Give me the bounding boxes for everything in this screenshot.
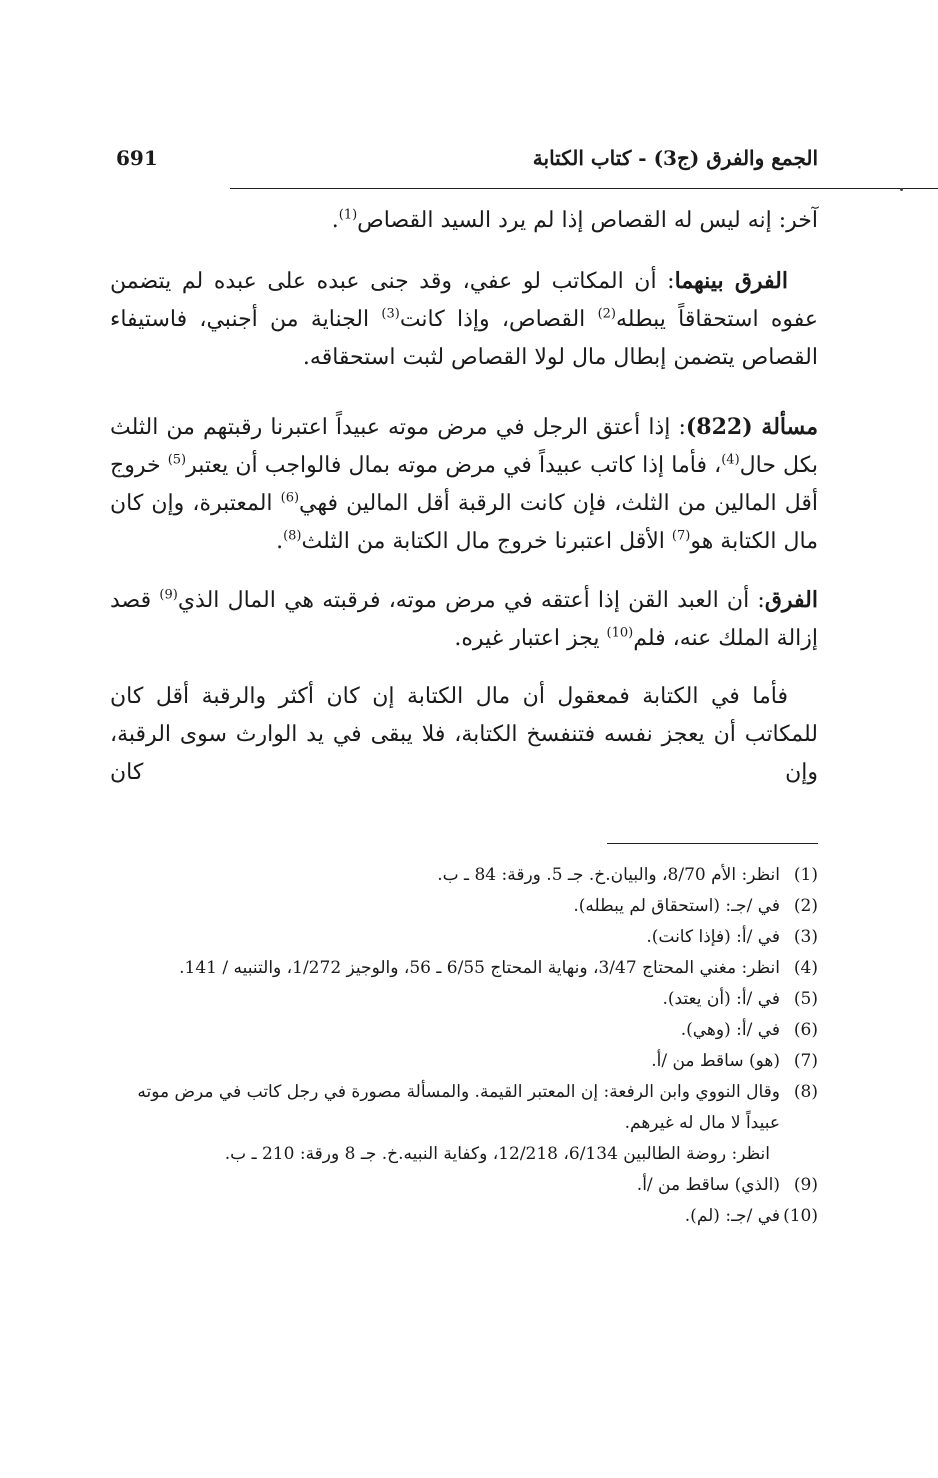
footnote-text: انظر: مغني المحتاج 3/47، ونهاية المحتاج 6/55 ـ 56، والوجيز 1/272، والتنبيه / 141. — [179, 958, 780, 978]
footnote-number: (3) — [793, 927, 818, 947]
footnote-ref[interactable]: (6) — [280, 490, 300, 506]
footnote-ref[interactable]: (1) — [338, 207, 358, 223]
footnote-item — [110, 1170, 818, 1201]
main-text — [110, 202, 818, 813]
footnote-ref[interactable]: (3) — [381, 306, 400, 322]
footnote-number: (6) — [793, 1020, 818, 1040]
footnote-number: (4) — [793, 958, 818, 978]
footnote-text: في /جـ: (لم). — [684, 1206, 780, 1226]
header-rule — [230, 188, 938, 189]
footnote-ref[interactable]: (9) — [159, 587, 178, 603]
footnote-text: وقال النووي وابن الرفعة: إن المعتبر القيمة. والمسألة مصورة في رجل كاتب في مرض موته عبيداً لا مال له غيرهم. — [137, 1082, 780, 1133]
footnote-text: في /أ: (وهي). — [680, 1020, 780, 1040]
footnote-ref[interactable]: (10) — [606, 625, 634, 641]
footnote-ref[interactable]: (2) — [597, 306, 616, 322]
footnote-item — [110, 984, 818, 1015]
paragraph-lead: الفرق بينهما — [674, 268, 788, 294]
page-number: 691 — [116, 146, 158, 170]
paragraph-2: الفرق بينهما: أن المكاتب لو عفي، وقد جنى عبده على عبده لم يتضمن عفوه استحقاقاً يبطله$^{(2)}$ القصاص، وإذا كانت$^{(3)}$ الجناية من أجنبي، فاستيفاء القصاص يتضمن إبطال مال لولا القصاص لثبت استحقاقه. — [110, 268, 818, 370]
paragraph-5: فأما في الكتابة فمعقول أن مال الكتابة إن كان أكثر والرقبة أقل كان للمكاتب أن يعجز نفسه فتنفسخ الكتابة، فلا يبقى في يد الوارث سوى الرقبة، وإن كان — [110, 684, 818, 785]
footnote-ref[interactable]: (5) — [167, 452, 187, 468]
footnote-ref[interactable]: (4) — [721, 452, 740, 468]
footnote-text: في /أ: (أن يعتد). — [662, 989, 780, 1009]
footnote-number: (5) — [793, 989, 818, 1009]
footnote-item — [110, 1201, 818, 1232]
page-header — [110, 142, 818, 182]
paragraph-lead: الفرق — [764, 587, 818, 613]
footnote-text: انظر: الأم 8/70، والبيان.خ. جـ 5. ورقة: 84 ـ ب. — [437, 865, 780, 885]
footnote-separator — [607, 843, 818, 844]
footnote-item — [110, 1015, 818, 1046]
footnote-item — [110, 953, 818, 984]
footnote-number: (1) — [793, 865, 818, 885]
footnote-item — [110, 1046, 818, 1077]
footnote-ref[interactable]: (7) — [671, 528, 691, 544]
footnotes — [110, 860, 818, 1232]
masala-822: مسألة (822): إذا أعتق الرجل في مرض موته عبيداً اعتبرنا رقبتهم من الثلث بكل حال$^{(4)}$، فأما إذا كاتب عبيداً في مرض موته بمال فالواجب أن يعتبر$^{(5)}$ خروج أقل المالين من الثلث، فإن كانت الرقبة أقل المالين فهي$^{(6)}$ المعتبرة، وإن كان مال الكتابة هو$^{(7)}$ الأقل اعتبرنا خروج مال الكتابة من الثلث$^{(8)}$. — [110, 414, 819, 554]
footnote-item — [110, 860, 818, 891]
footnote-text: (هو) ساقط من /أ. — [651, 1051, 780, 1071]
footnote-number: (9) — [793, 1175, 818, 1195]
scan-speck — [900, 188, 903, 191]
footnote-item — [110, 922, 818, 953]
footnote-ref[interactable]: (8) — [283, 528, 302, 544]
footnote-item — [110, 1077, 818, 1139]
footnote-number: (2) — [793, 896, 818, 916]
footnote-text: (الذي) ساقط من /أ. — [636, 1175, 780, 1195]
masala-title: مسألة (822) — [685, 414, 819, 440]
footnote-number: (7) — [793, 1051, 818, 1071]
footnote-item — [110, 891, 818, 922]
paragraph-1: آخر: إنه ليس له القصاص إذا لم يرد السيد القصاص$^{(1)}$. — [331, 207, 818, 233]
footnote-number: (8) — [793, 1082, 818, 1102]
footnote-text: في /أ: (فإذا كانت). — [646, 927, 780, 947]
footnote-number: (10) — [783, 1206, 818, 1226]
footnote-continuation: انظر: روضة الطالبين 6/134، 12/218، وكفاية النبيه.خ. جـ 8 ورقة: 210 ـ ب. — [224, 1144, 770, 1164]
footnote-text: في /جـ: (استحقاق لم يبطله). — [573, 896, 780, 916]
running-head: الجمع والفرق (ج3) - كتاب الكتابة — [532, 146, 818, 170]
paragraph-farq: الفرق: أن العبد القن إذا أعتقه في مرض موته، فرقبته هي المال الذي$^{(9)}$ قصد إزالة الملك عنه، فلم$^{(10)}$ يجز اعتبار غيره. — [110, 587, 818, 651]
